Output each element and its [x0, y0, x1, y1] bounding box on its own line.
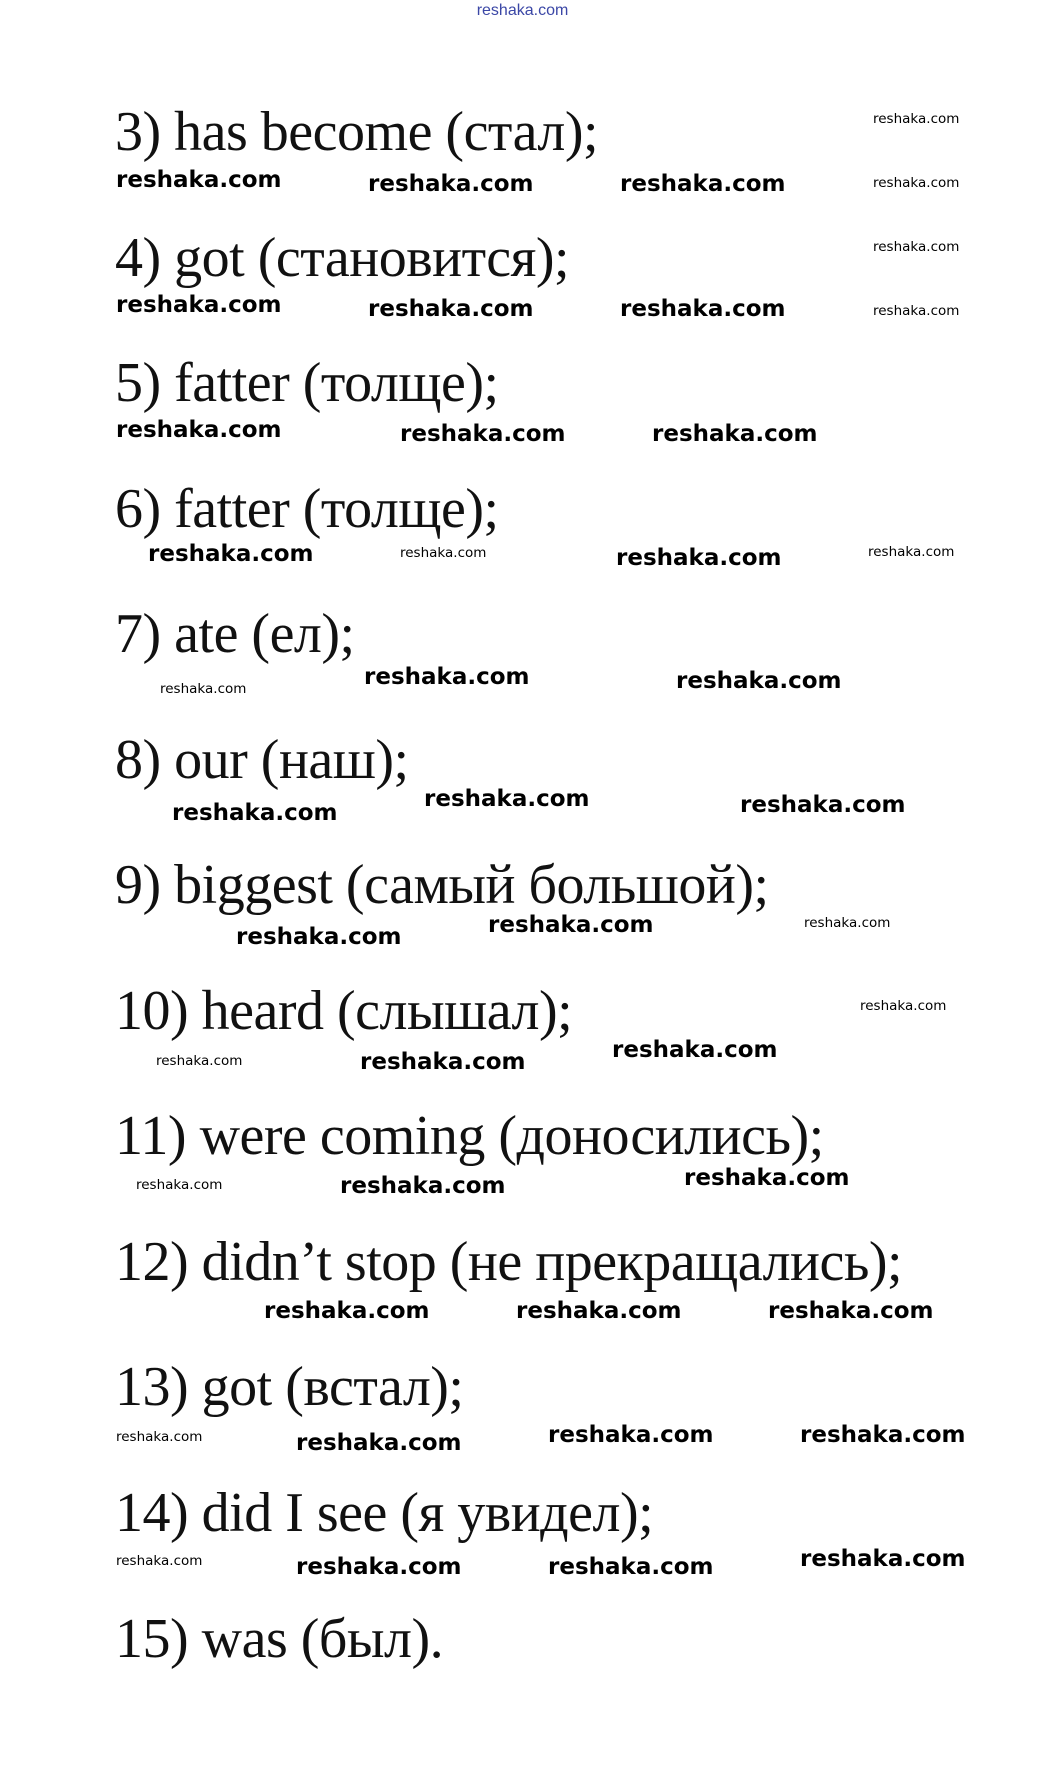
watermark: reshaka.com — [676, 668, 842, 694]
watermark: reshaka.com — [800, 1422, 966, 1448]
watermark: reshaka.com — [136, 1177, 223, 1193]
watermark: reshaka.com — [684, 1165, 850, 1191]
watermark: reshaka.com — [612, 1037, 778, 1063]
watermark: reshaka.com — [116, 292, 282, 318]
answer-line-8: 8) our (наш); — [115, 729, 409, 791]
watermark: reshaka.com — [768, 1298, 934, 1324]
watermark: reshaka.com — [424, 786, 590, 812]
watermark: reshaka.com — [368, 296, 534, 322]
answer-line-4: 4) got (становится); — [115, 227, 570, 289]
watermark: reshaka.com — [148, 541, 314, 567]
watermark: reshaka.com — [116, 167, 282, 193]
watermark: reshaka.com — [800, 1546, 966, 1572]
watermark: reshaka.com — [340, 1173, 506, 1199]
site-link[interactable]: reshaka.com — [476, 2, 569, 19]
watermark: reshaka.com — [488, 912, 654, 938]
answer-line-7: 7) ate (ел); — [115, 603, 355, 665]
answer-line-10: 10) heard (слышал); — [115, 980, 573, 1042]
watermark: reshaka.com — [873, 239, 960, 255]
watermark: reshaka.com — [364, 664, 530, 690]
answer-line-5: 5) fatter (толще); — [115, 352, 499, 414]
watermark: reshaka.com — [296, 1554, 462, 1580]
watermark: reshaka.com — [620, 171, 786, 197]
answer-line-14: 14) did I see (я увидел); — [115, 1482, 654, 1544]
watermark: reshaka.com — [548, 1422, 714, 1448]
answer-line-3: 3) has become (стал); — [115, 101, 599, 163]
watermark: reshaka.com — [620, 296, 786, 322]
watermark: reshaka.com — [264, 1298, 430, 1324]
watermark: reshaka.com — [160, 681, 247, 697]
answer-line-15: 15) was (был). — [115, 1608, 444, 1670]
watermark: reshaka.com — [873, 175, 960, 191]
watermark: reshaka.com — [236, 924, 402, 950]
watermark: reshaka.com — [860, 998, 947, 1014]
watermark: reshaka.com — [156, 1053, 243, 1069]
watermark: reshaka.com — [116, 1429, 203, 1445]
watermark: reshaka.com — [873, 111, 960, 127]
watermark: reshaka.com — [368, 171, 534, 197]
answer-line-6: 6) fatter (толще); — [115, 478, 499, 540]
watermark: reshaka.com — [548, 1554, 714, 1580]
watermark: reshaka.com — [116, 1553, 203, 1569]
watermark: reshaka.com — [804, 915, 891, 931]
watermark: reshaka.com — [516, 1298, 682, 1324]
watermark: reshaka.com — [652, 421, 818, 447]
watermark: reshaka.com — [172, 800, 338, 826]
watermark: reshaka.com — [116, 417, 282, 443]
watermark: reshaka.com — [740, 792, 906, 818]
watermark: reshaka.com — [868, 544, 955, 560]
watermark: reshaka.com — [616, 545, 782, 571]
watermark: reshaka.com — [400, 421, 566, 447]
answer-line-9: 9) biggest (самый большой); — [115, 854, 769, 916]
watermark: reshaka.com — [296, 1430, 462, 1456]
answer-line-13: 13) got (встал); — [115, 1356, 464, 1418]
watermark: reshaka.com — [400, 545, 487, 561]
watermark: reshaka.com — [360, 1049, 526, 1075]
answer-line-11: 11) were coming (доносились); — [115, 1105, 824, 1167]
answer-line-12: 12) didn’t stop (не прекращались); — [115, 1231, 903, 1293]
watermark: reshaka.com — [873, 303, 960, 319]
